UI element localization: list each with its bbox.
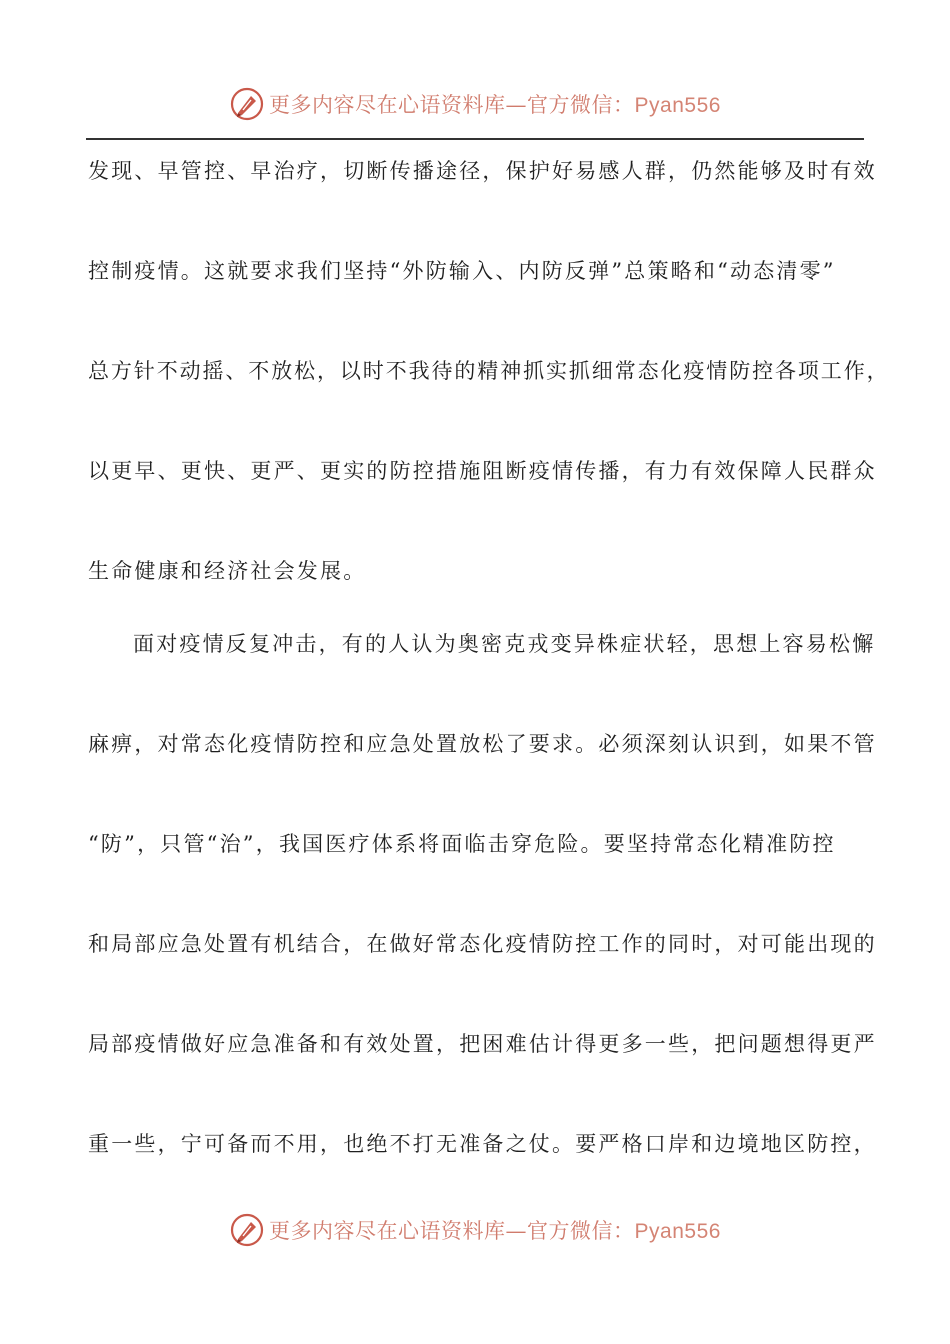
body-line: 控制疫情。这就要求我们坚持“外防输入、内防反弹”总策略和“动态清零” — [88, 259, 836, 283]
body-line: 局部疫情做好应急准备和有效处置，把困难估计得更多一些，把问题想得更严 — [88, 1032, 877, 1056]
body-line: 麻痹，对常态化疫情防控和应急处置放松了要求。必须深刻认识到，如果不管 — [88, 732, 877, 756]
header-brand: Pyan556 — [634, 94, 721, 117]
body-line: 生命健康和经济社会发展。 — [88, 559, 367, 583]
footer-brand: Pyan556 — [634, 1220, 721, 1243]
body-line: “防”，只管“治”，我国医疗体系将面临击穿危险。要坚持常态化精准防控 — [88, 832, 836, 856]
body-line: 以更早、更快、更严、更实的防控措施阻断疫情传播，有力有效保障人民群众 — [88, 459, 877, 483]
body-line: 总方针不动摇、不放松，以时不我待的精神抓实抓细常态化疫情防控各项工作， — [88, 359, 890, 383]
footer-watermark-text: 更多内容尽在心语资料库—官方微信：Pyan556 — [269, 1219, 721, 1243]
body-line: 面对疫情反复冲击，有的人认为奥密克戎变异株症状轻，思想上容易松懈 — [133, 632, 876, 656]
body-line: 发现、早管控、早治疗，切断传播途径，保护好易感人群，仍然能够及时有效 — [88, 159, 877, 183]
pen-nib-icon — [229, 1212, 265, 1248]
body-line: 重一些，宁可备而不用，也绝不打无准备之仗。要严格口岸和边境地区防控， — [88, 1132, 877, 1156]
body-line: 和局部应急处置有机结合，在做好常态化疫情防控工作的同时，对可能出现的 — [88, 932, 877, 956]
footer-watermark — [0, 1208, 950, 1252]
header-watermark-text: 更多内容尽在心语资料库—官方微信：Pyan556 — [269, 93, 721, 117]
